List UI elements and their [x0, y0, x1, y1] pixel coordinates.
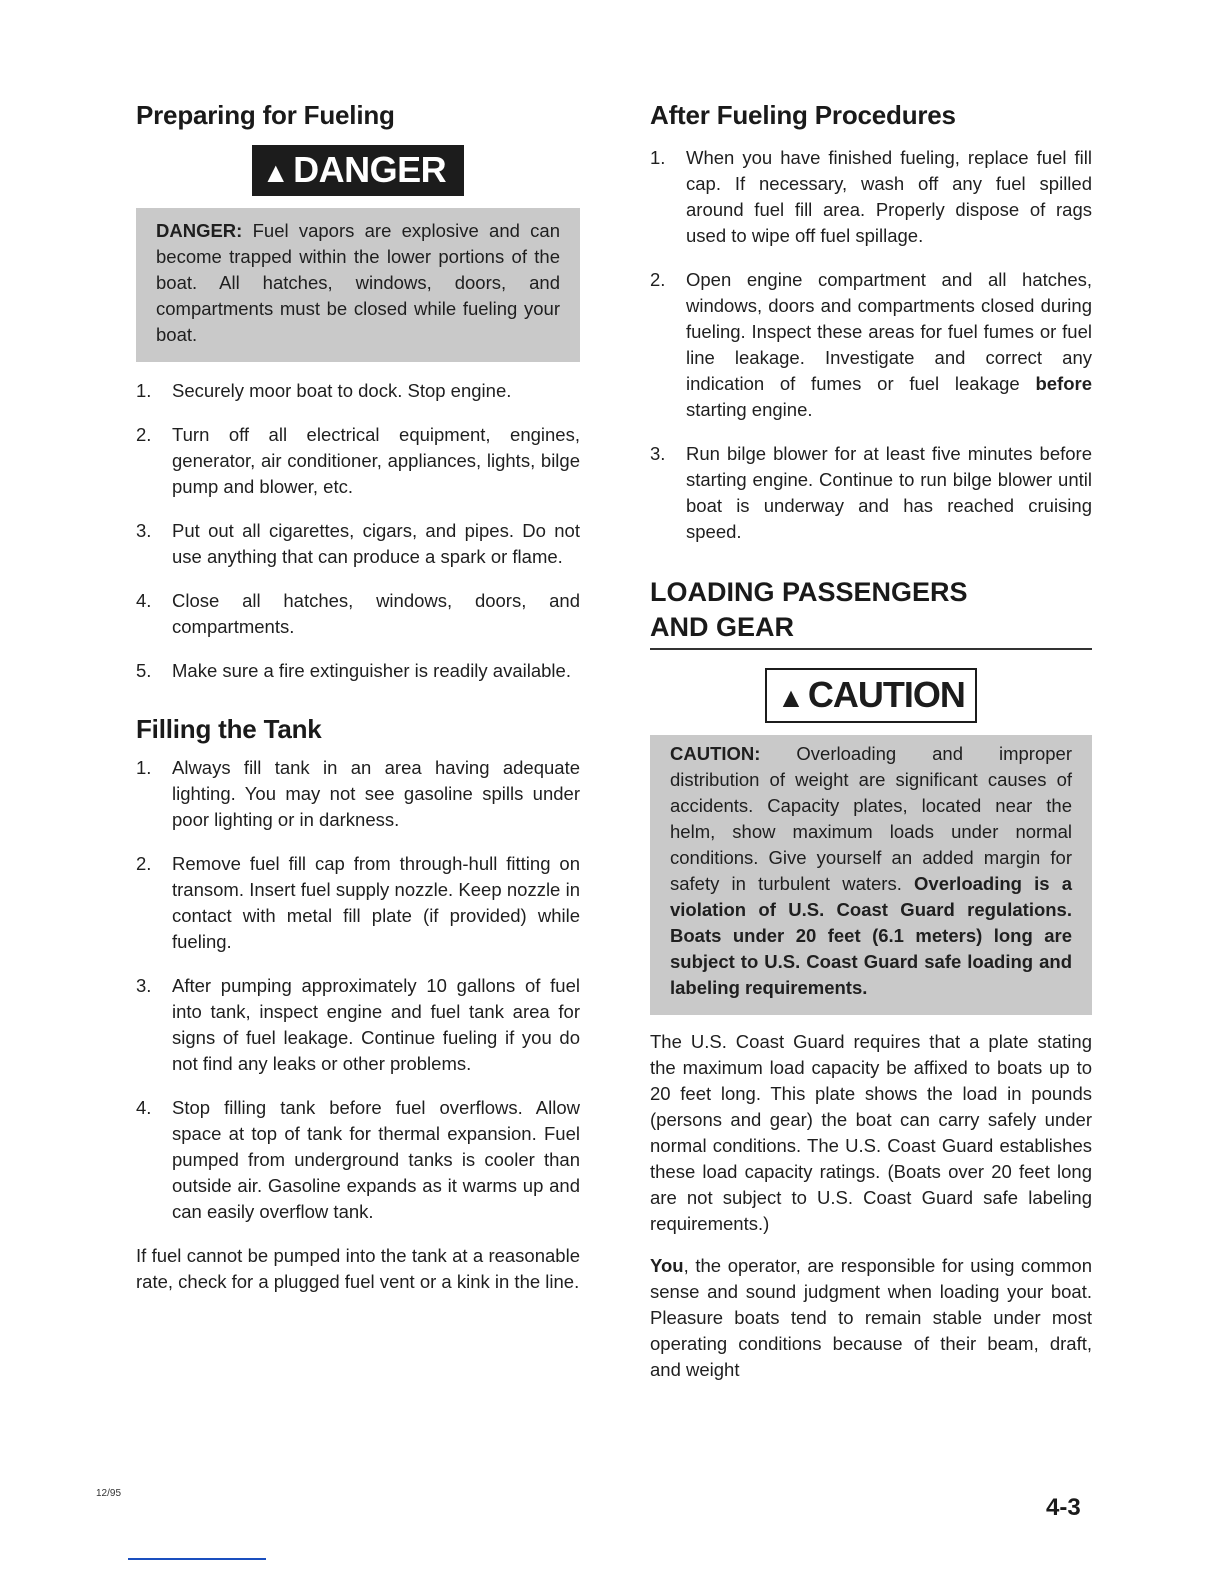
step-text: Put out all cigarettes, cigars, and pipes. Do not use anything that can produce a spark or flame. [172, 520, 580, 567]
step-number: 3. [136, 975, 152, 996]
page-number: 4-3 [1046, 1494, 1081, 1521]
danger-lead: DANGER: [156, 220, 243, 241]
caution-label-text: CAUTION [807, 674, 965, 715]
operator-text: , the operator, are responsible for using common sense and sound judgment when loading your boat. Pleasure boats tend to remain stable under most operating conditions because of their beam, draft, and weight [650, 1255, 1092, 1380]
list-item [136, 973, 580, 1077]
caution-label-wrap [650, 668, 1092, 723]
list-item [136, 658, 580, 684]
section-heading-line2: AND GEAR [650, 612, 795, 642]
bottom-divider [128, 1558, 266, 1560]
fill-steps-list [136, 755, 580, 1225]
list-item [136, 851, 580, 955]
step-text-tail: starting engine. [686, 399, 813, 420]
heading-after-fueling: After Fueling Procedures [650, 100, 956, 130]
caution-body: Overloading and improper distribution of weight are significant causes of accidents. Capacity plates, located near the helm, show maximum loads under normal conditions. Give yourself an added margin for safety in turbulent waters. [670, 743, 1072, 894]
footer-date: 12/95 [96, 1488, 122, 1499]
step-text: Remove fuel fill cap from through-hull fitting on transom. Insert fuel supply nozzle. Keep nozzle in contact with metal fill plate (if provided) while fueling. [172, 853, 580, 952]
left-column [136, 96, 580, 1295]
after-steps-list [650, 145, 1092, 545]
caution-bold: Overloading is a violation of U.S. Coast Guard regulations. Boats under 20 feet (6.1 meters) long are subject to U.S. Coast Guard safe loading and labeling requirements. [670, 873, 1072, 998]
caution-warning-text [670, 741, 1072, 1001]
prep-steps-list [136, 378, 580, 684]
danger-label-wrap [136, 145, 580, 196]
list-item [136, 755, 580, 833]
step-number: 3. [136, 520, 152, 541]
danger-warning-text [156, 218, 560, 348]
list-item [136, 588, 580, 640]
danger-body: Fuel vapors are explosive and can become trapped within the lower portions of the boat. All hatches, windows, doors, and compartments must be closed while fueling your boat. [156, 220, 560, 345]
caution-label [765, 668, 977, 723]
caution-warning-box [650, 735, 1092, 1015]
step-number: 1. [136, 757, 152, 778]
step-number: 2. [136, 424, 152, 445]
operator-paragraph [650, 1253, 1092, 1383]
caution-lead: CAUTION: [670, 743, 761, 764]
section-rule [650, 648, 1092, 650]
step-number: 5. [136, 660, 152, 681]
heading-filling-the-tank: Filling the Tank [136, 714, 322, 744]
list-item [136, 518, 580, 570]
section-heading-line1: LOADING PASSENGERS [650, 577, 968, 607]
list-item [650, 145, 1092, 249]
step-number: 2. [650, 269, 666, 290]
step-number: 1. [650, 147, 666, 168]
step-text: Turn off all electrical equipment, engines, generator, air conditioner, appliances, lights, bilge pump and blower, etc. [172, 424, 580, 497]
danger-label-text: DANGER [293, 149, 447, 190]
danger-label [252, 145, 464, 196]
list-item [136, 378, 580, 404]
list-item [136, 1095, 580, 1225]
list-item [650, 267, 1092, 423]
step-text: Close all hatches, windows, doors, and compartments. [172, 590, 580, 637]
step-number: 1. [136, 380, 152, 401]
step-text: Securely moor boat to dock. Stop engine. [172, 380, 512, 401]
coast-guard-paragraph: The U.S. Coast Guard requires that a plate stating the maximum load capacity be affixed to boats up to 20 feet long. This plate shows the load in pounds (persons and gear) the boat can carry safely under normal conditions. The U.S. Coast Guard establishes these load capacity ratings. (Boats over 20 feet long are not subject to U.S. Coast Guard safe labeling requirements.) [650, 1031, 1092, 1234]
danger-warning-box [136, 208, 580, 362]
heading-preparing-for-fueling: Preparing for Fueling [136, 100, 395, 130]
right-column [650, 96, 1092, 1383]
step-number: 3. [650, 443, 666, 464]
step-text: Make sure a fire extinguisher is readily available. [172, 660, 571, 681]
operator-bold: You [650, 1255, 684, 1276]
list-item [136, 422, 580, 500]
step-text: When you have finished fueling, replace fuel fill cap. If necessary, wash off any fuel spilled around fuel fill area. Properly dispose of rags used to wipe off fuel spillage. [686, 147, 1092, 246]
step-bold-text: before [1035, 373, 1092, 394]
step-number: 2. [136, 853, 152, 874]
list-item [650, 441, 1092, 545]
section-heading-loading [650, 575, 1092, 650]
closing-paragraph: If fuel cannot be pumped into the tank at a reasonable rate, check for a plugged fuel vent or a kink in the line. [136, 1245, 580, 1292]
step-text: Always fill tank in an area having adequate lighting. You may not see gasoline spills under poor lighting or in darkness. [172, 757, 580, 830]
step-text: Stop filling tank before fuel overflows. Allow space at top of tank for thermal expansion. Fuel pumped from underground tanks is cooler than outside air. Gasoline expands as it warms up and can easily overflow tank. [172, 1097, 580, 1222]
step-number: 4. [136, 1097, 152, 1118]
warning-triangle-icon: ▲ [777, 682, 804, 713]
step-text: Open engine compartment and all hatches, windows, doors and compartments closed during fueling. Inspect these areas for fuel fumes or fuel line leakage. Investigate and correct any indication of fumes or fuel leakage [686, 269, 1092, 394]
step-text: Run bilge blower for at least five minutes before starting engine. Continue to run bilge blower until boat is underway and has reached cruising speed. [686, 443, 1092, 542]
warning-triangle-icon: ▲ [261, 157, 290, 188]
step-number: 4. [136, 590, 152, 611]
step-text: After pumping approximately 10 gallons of fuel into tank, inspect engine and fuel tank area for signs of fuel leakage. Continue fueling if you do not find any leaks or other problems. [172, 975, 580, 1074]
